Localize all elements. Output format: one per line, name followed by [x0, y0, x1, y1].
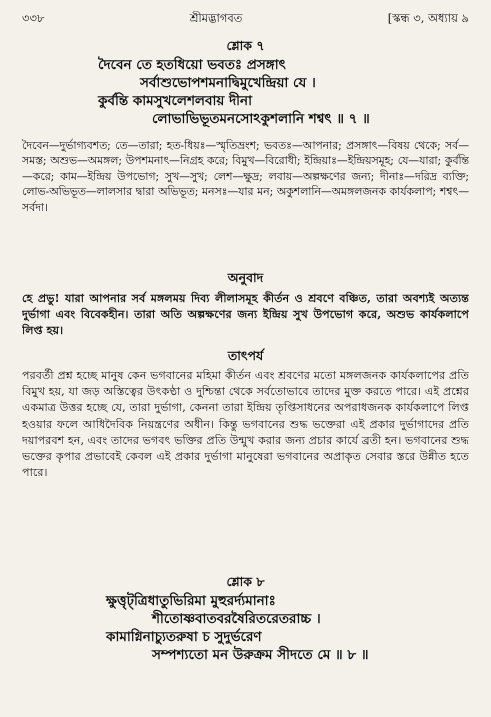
verse-8-label: শ্লোক ৮ [226, 574, 265, 589]
verse-8-line-3: কামাগ্নিনাচ্যুতরুষা চ সুদুর্ভরেণ [106, 629, 262, 645]
section-info: [স্কন্ধ ৩, অধ্যায় ৯ [387, 11, 469, 25]
verse-7-line-3: কুর্বন্তি কামসুখলেশলবায় দীনা [98, 93, 253, 109]
verse-7-line-1: দৈবেন তে হতধিয়ো ভবতঃ প্রসঙ্গাৎ [98, 57, 286, 73]
verse-8-line-4: সম্পশ্যতো মন উরুক্রম সীদতে মে ॥ ৮ ॥ [152, 647, 369, 663]
verse-7-line-2: সর্বাশুভোপশমনাদ্বিমুখেন্দ্রিয়া যে । [140, 75, 316, 91]
verse-7-line-4: লোভাভিভূতমনসোঽকুশলানি শশ্বৎ ॥ ৭ ॥ [152, 111, 370, 127]
purport-text: পরবর্তী প্রশ্ন হচ্ছে মানুষ কেন ভগবানের মহিমা কীর্তন এবং শ্রবণের মতো মঙ্গলজনক কার্যকলাপের প্রতি বিমুখ হয়, যা জড় অস্তিত্বের উৎকণ্ঠা ও দুশ্চিন্তা থেকে সর্বতোভাবে তাদের মুক্ত করতে পারে। এই প্রশ্নের একমাত্র উত্তর হচ্ছে যে, তারা দুর্ভাগা, কেননা তারা ইন্দ্রিয় তৃপ্তিসাধনের অপরাধজনক কার্যকলাপে লিপ্ত হওয়ার ফলে আধিদৈবিক নিয়ন্ত্রণের অধীন। কিন্তু ভগবানের শুদ্ধ ভক্তেরা এই প্রকার দুর্ভাগাদের প্রতি দয়াপরবশ হন, এবং তাদের ভগবৎ ভক্তির প্রতি উন্মুখ করার জন্য প্রচার কার্যে ব্রতী হন। ভগবানের শুদ্ধ ভক্তের কৃপার প্রভাবেই কেবল এই প্রকার দুর্ভাগা মানুষেরা ভগবানের অপ্রাকৃত সেবার স্তরে উন্নীত হতে পারে। [22, 369, 469, 480]
page-number: ৩৩৮ [22, 11, 45, 25]
verse-7-label: শ্লোক ৭ [226, 38, 265, 53]
translation-title: অনুবাদ [227, 270, 264, 285]
purport-title: তাৎপর্য [227, 348, 264, 363]
book-title: শ্রীমদ্ভাগবত [189, 11, 243, 25]
translation-text: হে প্রভু! যারা আপনার সর্ব মঙ্গলময় দিব্য লীলাসমূহ কীর্তন ও শ্রবণে বঞ্চিত, তারা অবশ্যই অত্যন্ত দুর্ভাগা এবং বিবেকহীন। তারা অতি অল্পক্ষণের জন্য ইন্দ্রিয় সুখ উপভোগ করে, অশুভ কার্যকলাপে লিপ্ত হয়। [22, 291, 469, 338]
verse-8-line-1: ক্ষুত্তৃট্‌ত্রিধাতুভিরিমা মুহুরর্দ্যমানাঃ [106, 593, 276, 609]
page-header [22, 10, 469, 28]
verse-8-line-2: শীতোষ্ণবাতবরষৈরিতরেতরাচ্চ । [152, 611, 321, 627]
synonyms-paragraph: দৈবেন—দুর্ভাগ্যবশত; তে—তারা; হত-ধিয়ঃ—স্মৃতিভ্রংশ; ভবতঃ—আপনার; প্রসঙ্গাৎ—বিষয় থেকে; সর্ব—সমস্ত; অশুভ—অমঙ্গল; উপশমনাৎ—নিগ্রহ করে; বিমুখ—বিরোধী; ইন্দ্রিয়াঃ—ইন্দ্রিয়সমূহ; যে—যারা; কুর্বন্তি—করে; কাম—ইন্দ্রিয় উপভোগ; সুখ—সুখ; লেশ—ক্ষুদ্র; লবায়—অল্পক্ষণের জন্য; দীনাঃ—দরিদ্র ব্যক্তি; লোভ-অভিভূত—লালসার দ্বারা অভিভূত; মনসঃ—যার মন; অকুশলানি—অমঙ্গলজনক কার্যকলাপ; শশ্বৎ—সর্বদা। [22, 139, 469, 214]
